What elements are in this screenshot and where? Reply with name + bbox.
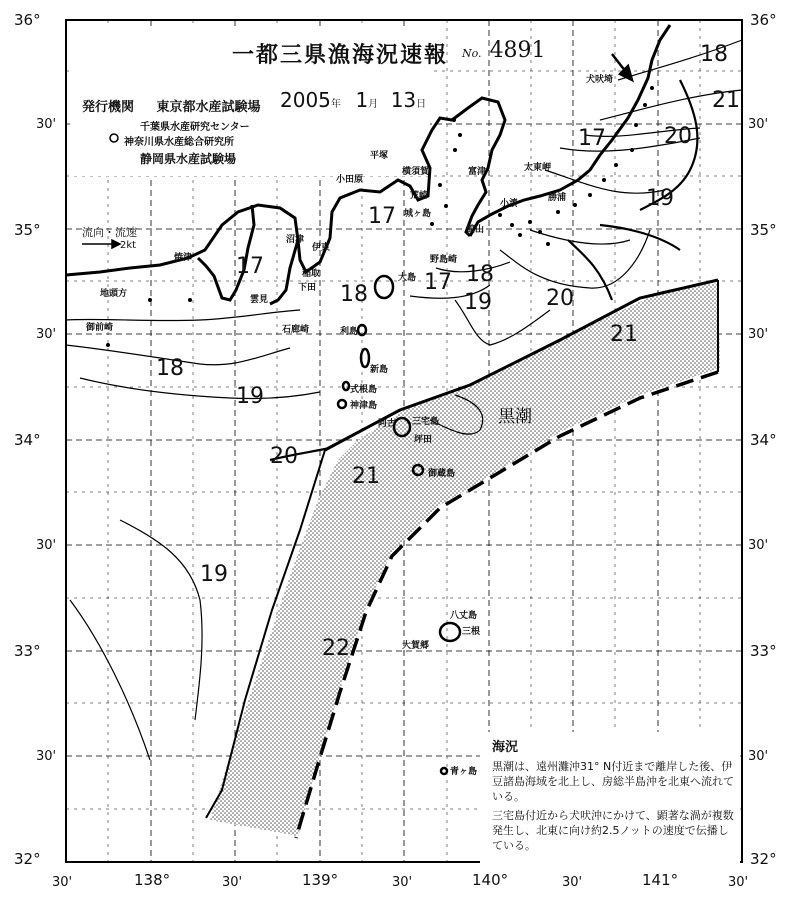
lat-label-left: 30' bbox=[36, 749, 57, 764]
place-label: 坪田 bbox=[414, 435, 433, 445]
isotherm-label: 17 bbox=[236, 254, 264, 279]
date-day-unit: 日 bbox=[416, 99, 427, 110]
place-label: 阿古 bbox=[378, 419, 397, 429]
issue-prefix: No. bbox=[462, 47, 482, 60]
lat-label-right: 36° bbox=[750, 11, 777, 29]
lat-label-left: 33° bbox=[14, 642, 41, 660]
place-label: 太東岬 bbox=[524, 163, 552, 173]
lon-label: 30' bbox=[52, 875, 73, 890]
lon-label: 30' bbox=[562, 875, 583, 890]
place-label: 荒崎 bbox=[410, 191, 429, 201]
place-label: 伊東 bbox=[312, 243, 331, 253]
lon-label: 30' bbox=[728, 875, 749, 890]
place-label: 青ヶ島 bbox=[450, 767, 478, 777]
isotherm-label: 20 bbox=[546, 286, 574, 311]
place-label: 利島 bbox=[340, 327, 359, 337]
lon-label: 30' bbox=[392, 875, 413, 890]
date-month: 1 bbox=[355, 88, 369, 112]
legend-speed: 2kt bbox=[120, 240, 137, 251]
issuer-2: 千葉県水産研究センター bbox=[140, 122, 250, 133]
lon-label: 139° bbox=[302, 871, 339, 889]
kuroshio-label: 黒潮 bbox=[498, 407, 532, 427]
isotherm-label: 19 bbox=[646, 186, 674, 211]
place-label: 沼津 bbox=[286, 235, 305, 245]
isotherm-label: 19 bbox=[464, 290, 492, 315]
isotherm-label: 21 bbox=[712, 88, 740, 113]
bulletin-title: 一都三県漁海況速報 bbox=[232, 42, 449, 68]
lon-label: 138° bbox=[134, 871, 171, 889]
issue-value: 4891 bbox=[489, 38, 546, 63]
date-year: 2005 bbox=[280, 88, 331, 112]
place-label: 小湊 bbox=[500, 199, 519, 209]
place-label: 犬吠埼 bbox=[586, 75, 614, 85]
place-label: 地頭方 bbox=[100, 289, 128, 299]
issue-number bbox=[462, 38, 546, 63]
isotherm-label: 18 bbox=[700, 42, 728, 67]
isotherm-label: 17 bbox=[424, 270, 452, 295]
issuer-label: 発行機関 bbox=[82, 100, 135, 115]
place-label: 大島 bbox=[398, 273, 417, 283]
lat-label-right: 34° bbox=[750, 431, 777, 449]
place-label: 雲見 bbox=[250, 295, 269, 305]
issuer-row bbox=[82, 96, 261, 115]
lat-label-left: 30' bbox=[36, 538, 57, 553]
note-paragraph: 黒潮は、遠州灘沖31° N付近まで離岸した後、伊豆諸島海域を北上し、房総半島沖を北東へ流れている。 bbox=[492, 760, 734, 803]
isotherm-label: 20 bbox=[270, 444, 298, 469]
lat-label-right: 30' bbox=[748, 538, 769, 553]
place-label: 式根島 bbox=[350, 385, 378, 395]
lat-label-right: 33° bbox=[750, 642, 777, 660]
lon-label: 141° bbox=[642, 871, 679, 889]
current-legend bbox=[82, 224, 137, 251]
place-label: 平塚 bbox=[370, 151, 389, 161]
place-label: 八丈島 bbox=[450, 611, 478, 621]
lat-label-right: 30' bbox=[748, 117, 769, 132]
place-label: 大賀郷 bbox=[402, 641, 430, 651]
place-label: 野島崎 bbox=[430, 255, 458, 265]
lat-label-left: 36° bbox=[14, 11, 41, 29]
conditions-note bbox=[482, 734, 738, 866]
issue-date bbox=[280, 88, 426, 112]
lat-label-left: 32° bbox=[14, 850, 41, 868]
isotherm-label: 22 bbox=[322, 636, 350, 661]
place-label: 焼津 bbox=[174, 253, 193, 263]
lon-label: 140° bbox=[472, 871, 509, 889]
place-label: 御前崎 bbox=[86, 323, 114, 333]
legend-arrow bbox=[82, 240, 120, 248]
issuer-3: 神奈川県水産総合研究所 bbox=[124, 137, 234, 148]
place-label: 三宅島 bbox=[412, 417, 440, 427]
place-label: 小田原 bbox=[336, 175, 364, 185]
date-day: 13 bbox=[390, 88, 417, 112]
lat-label-right: 32° bbox=[750, 850, 777, 868]
place-label: 城ヶ島 bbox=[404, 209, 432, 219]
isotherm-label: 18 bbox=[340, 282, 368, 307]
place-label: 横須賀 bbox=[402, 167, 430, 177]
date-month-unit: 月 bbox=[368, 99, 379, 110]
place-label: 館山 bbox=[466, 225, 485, 235]
lat-label-left: 30' bbox=[36, 117, 57, 132]
place-label: 石廊崎 bbox=[282, 325, 310, 335]
lat-label-left: 35° bbox=[14, 221, 41, 239]
isotherm-label: 17 bbox=[578, 126, 606, 151]
isotherm-label: 18 bbox=[156, 356, 184, 381]
lat-label-right: 30' bbox=[748, 327, 769, 342]
place-label: 下田 bbox=[298, 283, 317, 293]
note-paragraph: 三宅島付近から犬吠沖にかけて、顕著な渦が複数発生し、北東に向け約2.5ノットの速度で伝播している。 bbox=[492, 809, 734, 852]
lat-label-left: 30' bbox=[36, 327, 57, 342]
isotherm-label: 19 bbox=[200, 562, 228, 587]
isotherm-label: 18 bbox=[466, 262, 494, 287]
lat-label-right: 35° bbox=[750, 221, 777, 239]
isotherm-label: 21 bbox=[352, 464, 380, 489]
lon-label: 30' bbox=[222, 875, 243, 890]
issuer-1: 東京都水産試験場 bbox=[156, 100, 261, 115]
legend-label: 流向・流速 bbox=[82, 226, 137, 239]
isotherm-label: 21 bbox=[610, 322, 638, 347]
place-label: 御蔵島 bbox=[428, 469, 456, 479]
place-label: 神津島 bbox=[350, 401, 378, 411]
place-label: 三根 bbox=[462, 627, 481, 637]
isotherm-label: 20 bbox=[664, 124, 692, 149]
isotherm-label: 19 bbox=[236, 384, 264, 409]
issuer-4: 静岡県水産試験場 bbox=[140, 152, 237, 166]
place-label: 富津 bbox=[468, 167, 487, 177]
place-label: 稲取 bbox=[302, 269, 321, 279]
place-label: 新島 bbox=[370, 365, 389, 375]
lat-label-left: 34° bbox=[14, 431, 41, 449]
date-year-unit: 年 bbox=[330, 99, 341, 110]
lat-label-right: 30' bbox=[748, 749, 769, 764]
place-label: 勝浦 bbox=[548, 193, 567, 203]
isotherm-label: 17 bbox=[368, 204, 396, 229]
note-title: 海況 bbox=[492, 740, 519, 755]
